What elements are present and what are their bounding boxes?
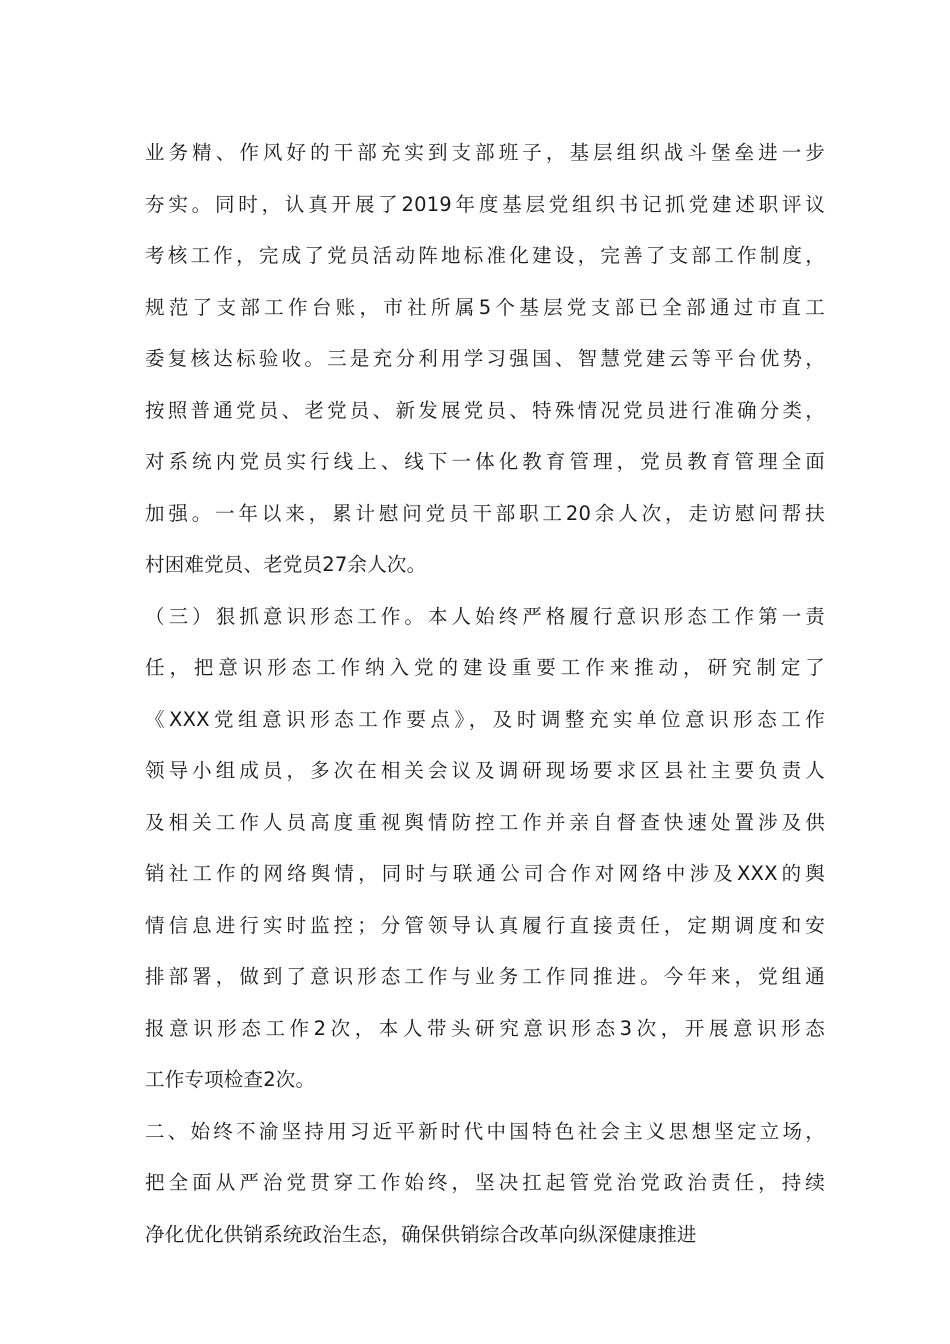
text-line: 情信息进行实时监控；分管领导认真履行直接责任，定期调度和安	[145, 913, 825, 937]
text-line: 及相关工作人员高度重视舆情防控工作并亲自督查快速处置涉及供	[145, 810, 825, 834]
text-line: 规范了支部工作台账，市社所属5个基层党支部已全部通过市直工	[145, 295, 825, 319]
text-line: 报意识形态工作2次，本人带头研究意识形态3次，开展意识形态	[145, 1016, 825, 1040]
text-line: 对系统内党员实行线上、线下一体化教育管理，党员教育管理全面	[145, 450, 825, 473]
text-line: 二、始终不渝坚持用习近平新时代中国特色社会主义思想坚定立场，	[145, 1119, 825, 1143]
text-line: 任，把意识形态工作纳入党的建设重要工作来推动，研究制定了	[145, 656, 825, 679]
text-line: 净化优化供销系统政治生态，确保供销综合改革向纵深健康推进	[145, 1222, 697, 1246]
text-line: 《XXX党组意识形态工作要点》，及时调整充实单位意识形态工作	[145, 707, 825, 731]
text-line: 工作专项检查2次。	[145, 1068, 316, 1091]
text-line: 按照普通党员、老党员、新发展党员、特殊情况党员进行准确分类，	[145, 398, 825, 422]
text-line: 把全面从严治党贯穿工作始终，坚决扛起管党治党政治责任，持续	[145, 1171, 825, 1194]
text-line: 领导小组成员，多次在相关会议及调研现场要求区县社主要负责人	[145, 759, 825, 782]
text-line: 加强。一年以来，累计慰问党员干部职工20余人次，走访慰问帮扶	[145, 501, 825, 525]
text-line: 排部署，做到了意识形态工作与业务工作同推进。今年来，党组通	[145, 965, 825, 988]
text-line: 村困难党员、老党员27余人次。	[145, 553, 427, 576]
text-line: 夯实。同时，认真开展了2019年度基层党组织书记抓党建述职评议	[145, 192, 825, 216]
text-line: 业务精、作风好的干部充实到支部班子，基层组织战斗堡垒进一步	[145, 141, 825, 164]
text-line: 考核工作，完成了党员活动阵地标准化建设，完善了支部工作制度，	[145, 244, 825, 267]
text-line: （三）狠抓意识形态工作。本人始终严格履行意识形态工作第一责	[145, 604, 825, 628]
text-line: 销社工作的网络舆情，同时与联通公司合作对网络中涉及XXX的舆	[145, 862, 825, 885]
text-line: 委复核达标验收。三是充分利用学习强国、智慧党建云等平台优势，	[145, 347, 825, 370]
body-text	[145, 127, 825, 1260]
